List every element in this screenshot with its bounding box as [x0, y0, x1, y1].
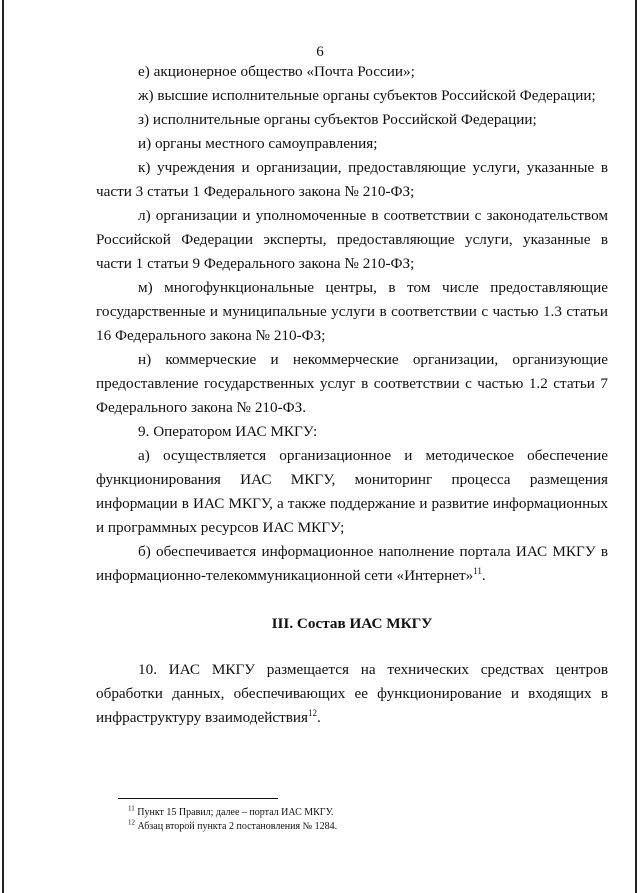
item-m: м) многофункциональные центры, в том числе предоставляющие государственные и муниципальные услуги в соответствии с частью 1.3 статьи 16 Федерального закона № 210-ФЗ;: [96, 279, 608, 344]
section-9-b-end: .: [481, 567, 486, 584]
section-10-end: .: [317, 709, 321, 726]
footnote-11: [128, 806, 334, 819]
document-body: [96, 60, 608, 730]
item-z: з) исполнительные органы субъектов Российской Федерации;: [138, 111, 537, 128]
scan-edge-right: [635, 0, 637, 893]
item-k: к) учреждения и организации, предоставляющие услуги, указанные в части 3 статьи 1 Федерального закона № 210-ФЗ;: [96, 159, 608, 200]
scan-edge-left: [2, 0, 4, 893]
item-n: н) коммерческие и некоммерческие организации, организующие предоставление государственных услуг в соответствии с частью 1.2 статьи 7 Федерального закона № 210-ФЗ.: [96, 351, 608, 416]
section-9-intro: 9. Оператором ИАС МКГУ:: [138, 423, 318, 440]
footnote-12-text: Абзац второй пункта 2 постановления № 1284.: [137, 821, 338, 832]
footnote-12: [128, 820, 337, 833]
item-i: и) органы местного самоуправления;: [138, 135, 378, 152]
footnote-11-text: Пункт 15 Правил; далее – портал ИАС МКГУ.: [137, 807, 334, 818]
section-9-b: [96, 540, 608, 588]
footnote-11-num: 11: [128, 804, 135, 813]
section-10-text: 10. ИАС МКГУ размещается на технических средствах центров обработки данных, обеспечивающих ее функционирование и входящих в инфраструктуру взаимодействия: [96, 661, 608, 726]
section-9-a: а) осуществляется организационное и методическое обеспечение функционирования ИАС МКГУ, мониторинг процесса размещения информации в ИАС МКГУ, а также поддержание и развитие информационных и программных ресурсов ИАС МКГУ;: [96, 447, 608, 536]
section-10: [96, 658, 608, 730]
footnote-12-num: 12: [128, 818, 135, 827]
footnote-separator: [118, 798, 278, 799]
section-9-b-text: б) обеспечивается информационное наполнение портала ИАС МКГУ в информационно-телекоммуникационной сети «Интернет»: [96, 543, 608, 584]
item-e: е) акционерное общество «Почта России»;: [138, 63, 415, 80]
section-heading: III. Состав ИАС МКГУ: [271, 615, 433, 632]
page-number: 6: [316, 44, 324, 60]
item-zh: ж) высшие исполнительные органы субъектов Российской Федерации;: [138, 87, 596, 104]
footnote-ref-12[interactable]: 12: [308, 707, 318, 718]
item-l: л) организации и уполномоченные в соответствии с законодательством Российской Федерации эксперты, предоставляющие услуги, указанные в части 1 статьи 9 Федерального закона № 210-ФЗ;: [96, 207, 608, 272]
footnote-ref-11[interactable]: 11: [473, 565, 482, 576]
